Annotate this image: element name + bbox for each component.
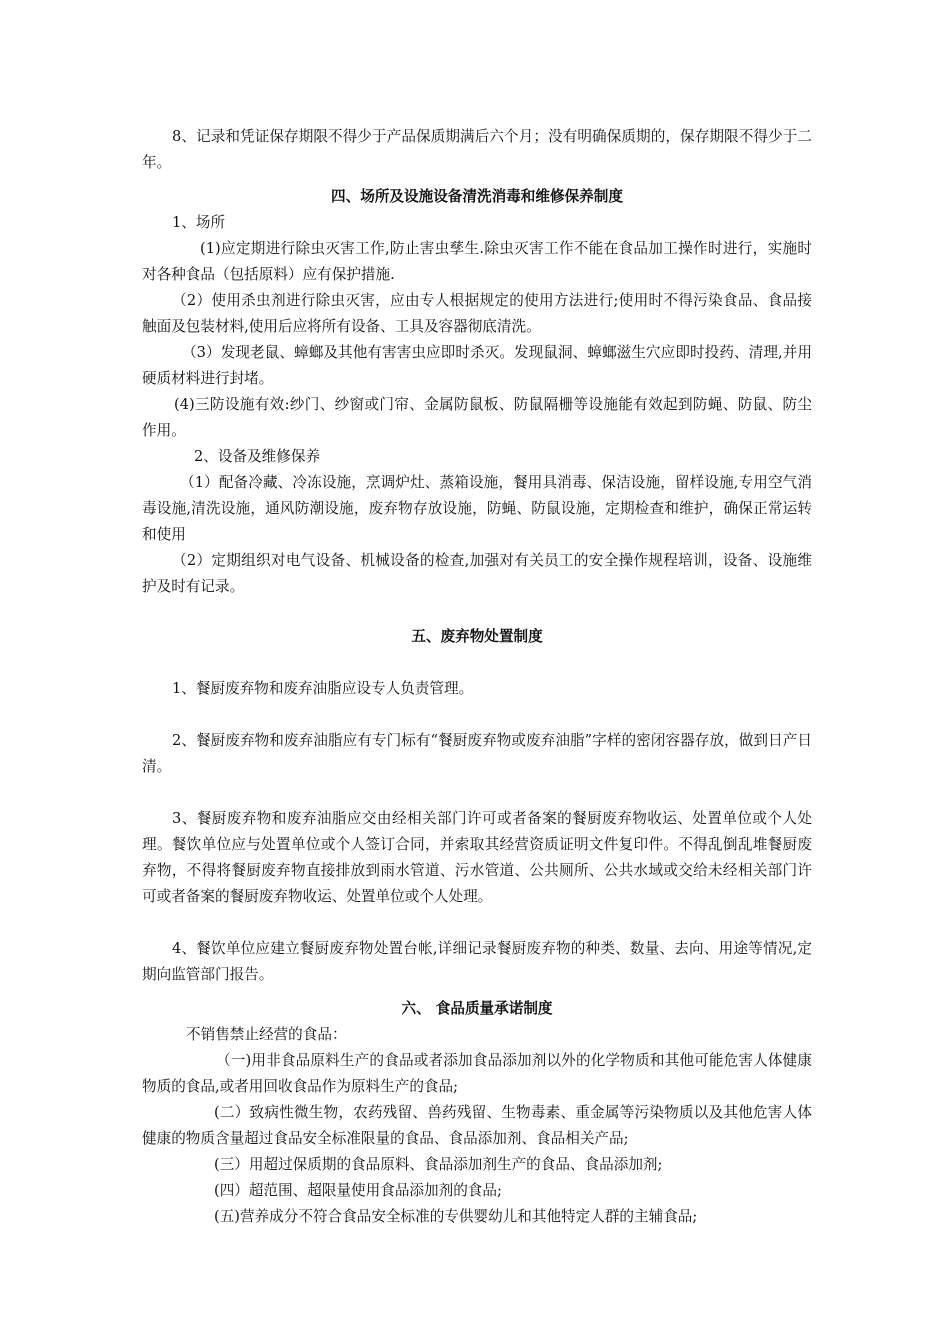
section-6-item-5: (五)营养成分不符合食品安全标准的专供婴幼儿和其他特定人群的主辅食品; bbox=[214, 1208, 698, 1225]
section-5-title: 五、废弃物处置制度 bbox=[411, 628, 543, 645]
section-6-item-4: (四）超范围、超限量使用食品添加剂的食品; bbox=[214, 1182, 502, 1199]
section-5-paragraph-2: 2、餐厨废弃物和废弃油脂应有专门标有“餐厨废弃物或废弃油脂”字样的密闭容器存放，做到日产日清。 bbox=[142, 732, 812, 775]
section-4-title: 四、场所及设施设备清洗消毒和维修保养制度 bbox=[331, 188, 623, 205]
section-6-item-1: （一)用非食品原料生产的食品或者添加食品添加剂以外的化学物质和其他可能危害人体健康物质的食品,或者用回收食品作为原料生产的食品; bbox=[142, 1052, 812, 1095]
document-body bbox=[142, 124, 812, 1230]
section-6-title: 六、 食品质量承诺制度 bbox=[401, 1000, 553, 1017]
section-4-subheading-equipment: 2、设备及维修保养 bbox=[194, 448, 321, 465]
section-4-paragraph-5: （1）配备冷藏、冷冻设施，烹调炉灶、蒸箱设施，餐用具消毒、保洁设施，留样设施,专用空气消毒设施,清洗设施，通风防潮设施，废弃物存放设施，防蝇、防鼠设施，定期检查和维护，确保正常运转和使用 bbox=[142, 474, 812, 543]
section-5-paragraph-4: 4、餐饮单位应建立餐厨废弃物处置台帐,详细记录餐厨废弃物的种类、数量、去向、用途等情况,定期向监管部门报告。 bbox=[142, 940, 812, 983]
section-6-lead: 不销售禁止经营的食品： bbox=[186, 1026, 347, 1043]
section-4-paragraph-2: （2）使用杀虫剂进行除虫灭害，应由专人根据规定的使用方法进行;使用时不得污染食品、食品接触面及包装材料,使用后应将所有设备、工具及容器彻底清洗。 bbox=[142, 292, 812, 335]
section-4-paragraph-4: (4)三防设施有效:纱门、纱窗或门帘、金属防鼠板、防鼠隔栅等设施能有效起到防蝇、防鼠、防尘作用。 bbox=[142, 396, 812, 439]
section-6-item-2: (二）致病性微生物，农药残留、兽药残留、生物毒素、重金属等污染物质以及其他危害人体健康的物质含量超过食品安全标准限量的食品、食品添加剂、食品相关产品; bbox=[142, 1104, 812, 1147]
section-5-paragraph-3: 3、餐厨废弃物和废弃油脂应交由经相关部门许可或者备案的餐厨废弃物收运、处置单位或个人处理。餐饮单位应与处置单位或个人签订合同，并索取其经营资质证明文件复印件。不得乱倒乱堆餐厨废弃物，不得将餐厨废弃物直接排放到雨水管道、污水管道、公共厕所、公共水域或交给未经相关部门许可或者备案的餐厨废弃物收运、处置单位或个人处理。 bbox=[142, 810, 812, 905]
section-4-paragraph-1: (1)应定期进行除虫灭害工作,防止害虫孳生.除虫灭害工作不能在食品加工操作时进行，实施时对各种食品（包括原料）应有保护措施. bbox=[142, 240, 812, 283]
section-5-paragraph-1: 1、餐厨废弃物和废弃油脂应设专人负责管理。 bbox=[172, 680, 474, 697]
record-retention-paragraph: 8、记录和凭证保存期限不得少于产品保质期满后六个月；没有明确保质期的，保存期限不得少于二年。 bbox=[142, 128, 812, 171]
section-4-subheading-premises: 1、场所 bbox=[172, 214, 226, 231]
section-4-paragraph-6: （2）定期组织对电气设备、机械设备的检查,加强对有关员工的安全操作规程培训，设备、设施维护及时有记录。 bbox=[142, 552, 812, 595]
section-6-item-3: (三）用超过保质期的食品原料、食品添加剂生产的食品、食品添加剂; bbox=[214, 1156, 663, 1173]
section-4-paragraph-3: （3）发现老鼠、蟑螂及其他有害害虫应即时杀灭。发现鼠洞、蟑螂滋生穴应即时投药、清理,并用硬质材料进行封堵。 bbox=[142, 344, 812, 387]
